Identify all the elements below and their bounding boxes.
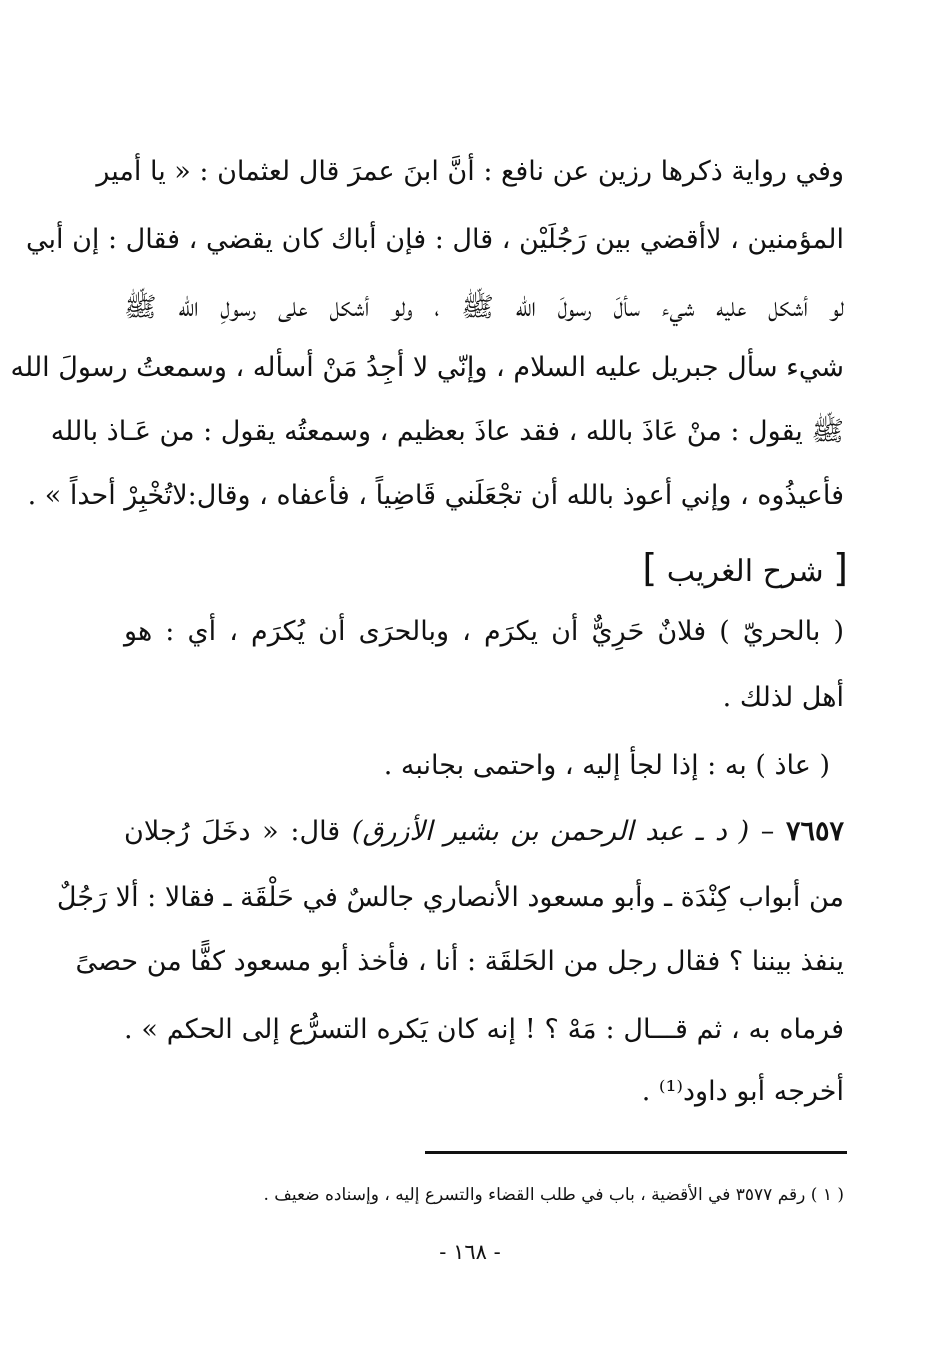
body-line-3: لو أشكل عليه شيء سألَ رسولَ الله ﷺ ، ولو أشكل على رسولِ الله ﷺ (124, 292, 844, 323)
hadith-line1-rest: قال: « دخَلَ رُجلان (124, 816, 352, 847)
page-number: - ١٦٨ - (439, 1240, 501, 1264)
hadith-line-3: ينفذ بيننا ؟ فقال رجل من الحَلقَة : أنا ، فأخذ أبو مسعود كفًّا من حصىً (75, 946, 844, 977)
hadith-dash: – (749, 816, 786, 847)
hadith-line-2: من أبواب كِنْدَة ـ وأبو مسعود الأنصاري جالسٌ في حَلْقَة ـ فقالا : ألا رَجُلٌ (56, 882, 844, 913)
gharib-line-1: ( بالحريّ ) فلانٌ حَرِيٌّ أن يكرَم ، وبالحرَى أن يُكرَم ، أي : هو (124, 616, 844, 647)
body-line-2: المؤمنين ، لاأقضي بين رَجُلَيْن ، قال : فإن أباك كان يقضي ، فقال : إن أبي (25, 224, 844, 255)
gharib-heading (642, 546, 848, 590)
body-line-4: شيء سأل جبريل عليه السلام ، وإنّي لا أجِدُ مَنْ أسأله ، وسمعتُ رسولَ الله (10, 352, 844, 383)
hadith-number: ٧٦٥٧ (785, 816, 844, 847)
hadith-narrator: ( د ـ عبد الرحمن بن بشير الأزرق) (351, 816, 750, 847)
body-line-5: ﷺ يقول : منْ عَاذَ بالله ، فقد عاذَ بعظيم ، وسمعتُه يقول : من عَـاذ بالله (50, 416, 844, 447)
gharib-line-2: أهل لذلك . (722, 682, 844, 713)
hadith-line-4: فرماه به ، ثم قـــال : مَهْ ؟ ! إنه كان يَكره التسرُّع إلى الحكم » . (124, 1014, 844, 1045)
body-line-1: وفي رواية ذكرها رزين عن نافع : أنَّ ابنَ عمرَ قال لعثمان : « يا أمير (96, 156, 844, 187)
gharib-line-3: ( عاذ ) به : إذا لجأ إليه ، واحتمى بجانبه . (383, 750, 830, 781)
hadith-line-5: أخرجه أبو داود⁽¹⁾ . (641, 1076, 844, 1107)
close-bracket: ] (642, 546, 658, 590)
open-bracket: [ (833, 546, 848, 590)
footnote-separator (425, 1151, 847, 1154)
footnote: ( ١ ) رقم ٣٥٧٧ في الأقضية ، باب في طلب القضاء والتسرع إليه ، وإسناده ضعيف . (263, 1185, 844, 1205)
hadith-first-line (124, 818, 844, 845)
gharib-heading-text: شرح الغريب (666, 554, 824, 589)
body-line-6: فأعيذُوه ، وإني أعوذ بالله أن تجْعَلَني قَاضِياً ، فأعفاه ، وقال:لاتُخْبِرْ أحداً » . (27, 480, 844, 511)
